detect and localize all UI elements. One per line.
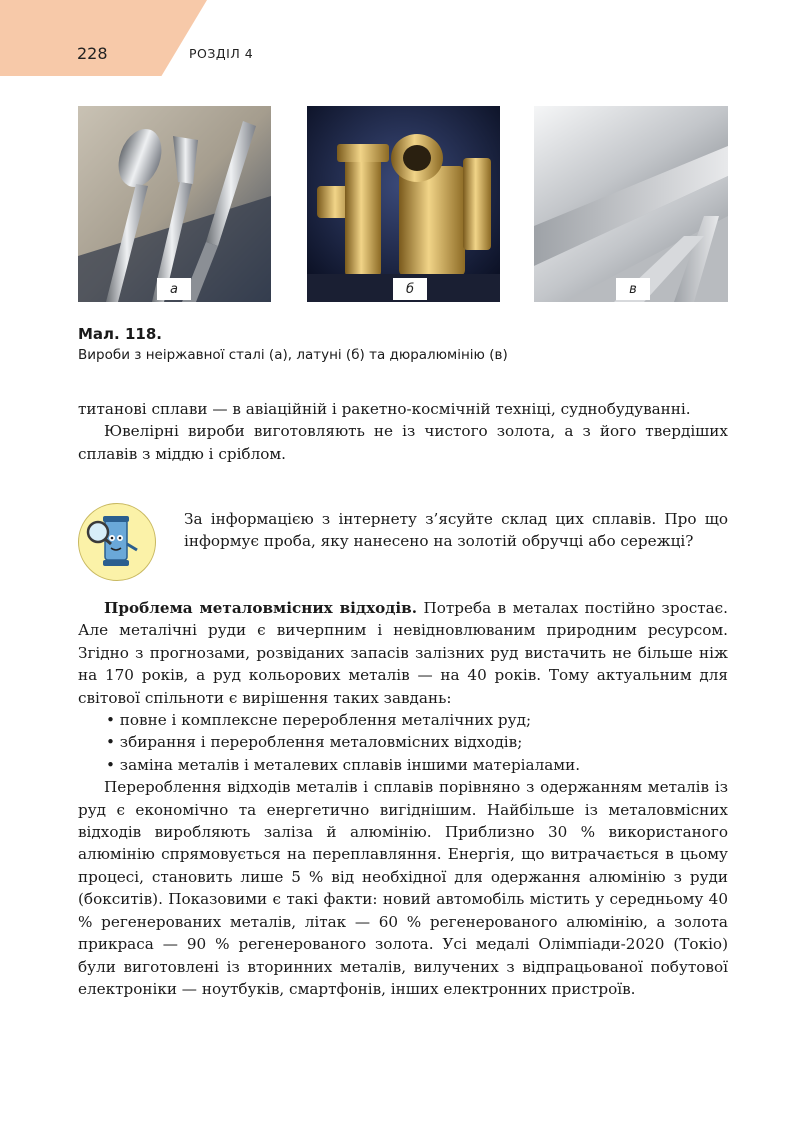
- section-title: РОЗДІЛ 4: [189, 46, 254, 61]
- page-number: 228: [77, 44, 108, 63]
- photo-label-b: б: [393, 278, 427, 300]
- figure-title: Мал. 118.: [78, 325, 162, 343]
- list-item: • повне і комплексне перероблення металічних руд;: [106, 711, 532, 730]
- section-waste: [78, 597, 728, 1000]
- magnifier-research-icon: [78, 503, 156, 581]
- photo-cutlery: [78, 106, 271, 302]
- paragraph-continuation: титанові сплави — в авіаційній і ракетно-космічній техніці, суднобудуванні.: [78, 400, 691, 418]
- section-intro-text: Потреба в металах постійно зростає. Але металічні руди є вичерпним і невідновлюваним природним ресурсом. Згідно з прогнозами, розвіданих запасів залізних руд вистачить не більше ніж на 170 років, а руд кольорових металів — на 40 років. Тому актуальним для світової спільноти є вирішення таких завдань:: [78, 599, 729, 707]
- section-intro: [78, 597, 728, 709]
- list-item: • заміна металів і металевих сплавів іншими матеріалами.: [106, 755, 581, 774]
- photo-label-c: в: [616, 278, 650, 300]
- list-item: • збирання і перероблення металовмісних відходів;: [106, 733, 523, 752]
- paragraph-jewelry: Ювелірні вироби виготовляють не із чистого золота, а з його твердіших сплавів з міддю і сріблом.: [78, 422, 728, 463]
- task-text: За інформацією з інтернету з’ясуйте склад цих сплавів. Про що інформує проба, яку нанесено на золотій обручці або сережці?: [184, 510, 728, 551]
- photo-duralumin: [534, 106, 728, 302]
- section-heading: Проблема металовмісних відходів.: [104, 599, 417, 617]
- intro-paragraphs: [78, 398, 728, 465]
- photo-label-a: а: [157, 278, 191, 300]
- figure-caption: Вироби з неіржавної сталі (а), латуні (б) та дюралюмінію (в): [78, 347, 508, 363]
- section-closing: Перероблення відходів металів і сплавів порівняно з одержанням металів із руд є економічно та енергетично вигіднішим. Найбільше із металовмісних відходів виробляють заліза й алюмінію. Приблизно 30 % використаного алюмінію спрямовується на переплавляння. Енергія, що витрачається в цьому процесі, становить лише 5 % від необхідної для одержання алюмінію з руди (бокситів). Показовими є такі факти: новий автомобіль містить у середньому 40 % регенерованих металів, літак — 60 % регенерованого алюмінію, а золота прикраса — 90 % регенерованого золота. Усі медалі Олімпіади-2020 (Токіо) були виготовлені із вторинних металів, вилучених з відпрацьованої побутової електроніки — ноутбуків, смартфонів, інших електронних пристроїв.: [78, 778, 728, 998]
- photo-brass: [307, 106, 500, 302]
- header-band: [0, 0, 207, 76]
